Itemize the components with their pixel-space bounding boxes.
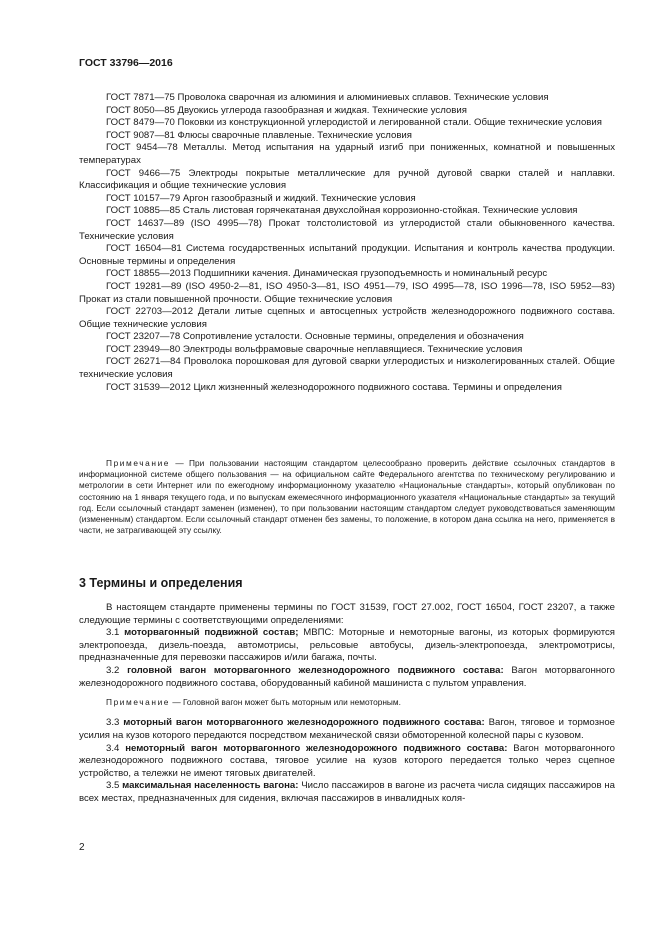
- reference-item: ГОСТ 8479—70 Поковки из конструкционной углеродистой и легированной стали. Общие технические условия: [106, 117, 602, 129]
- term-name: моторный вагон моторвагонного железнодорожного подвижного состава:: [123, 717, 485, 729]
- reference-item: ГОСТ 9466—75 Электроды покрытые металлические для ручной дуговой сварки сталей и наплавки. Классификация и общие технические условия: [79, 167, 615, 192]
- section-intro: В настоящем стандарте применены термины по ГОСТ 31539, ГОСТ 27.002, ГОСТ 16504, ГОСТ 23207, а также следующие термины с соответствующими определениями:: [79, 602, 615, 626]
- reference-item: ГОСТ 26271—84 Проволока порошковая для дуговой сварки углеродистых и низколегированных сталей. Общие технические условия: [79, 356, 615, 381]
- term-3-3: 3.3 моторный вагон моторвагонного железнодорожного подвижного состава: Вагон, тяговое и тормозное усилия на кузов которого передаются посредством механической связи обмоторенной колесной пары с кузовом.: [79, 717, 615, 741]
- page-number: 2: [79, 842, 85, 853]
- reference-item: ГОСТ 23949—80 Электроды вольфрамовые сварочные неплавящиеся. Технические условия: [106, 343, 523, 355]
- section-title: 3 Термины и определения: [79, 576, 243, 590]
- reference-item: ГОСТ 22703—2012 Детали литые сцепных и автосцепных устройств железнодорожного подвижного состава. Общие технические условия: [79, 306, 615, 330]
- reference-item: ГОСТ 18855—2013 Подшипники качения. Динамическая грузоподъемность и номинальный ресурс: [106, 268, 548, 280]
- reference-item: ГОСТ 9454—78 Металлы. Метод испытания на ударный изгиб при пониженных, комнатной и повышенных температурах: [79, 142, 615, 166]
- reference-item: ГОСТ 14637—89 (ISO 4995—78) Прокат толстолистовой из углеродистой стали обыкновенного качества. Технические условия: [79, 217, 615, 242]
- reference-item: ГОСТ 19281—89 (ISO 4950-2—81, ISO 4950-3—81, ISO 4951—79, ISO 4995—78, ISO 1996—78, ISO 5952—83) Прокат из стали повышенной прочности. Общие технические условия: [79, 280, 615, 305]
- note-text: — Головной вагон может быть моторным или немоторным.: [170, 697, 401, 708]
- term-definition: Число пассажиров в вагоне из расчета числа сидящих пассажиров на всех местах, предназначенных для сидения, включая пассажиров в инвалидных коля-: [79, 780, 615, 804]
- normative-references-list: [79, 92, 615, 394]
- document-header: ГОСТ 33796—2016: [79, 57, 173, 69]
- references-note: [79, 458, 615, 536]
- term-definition: Вагон, тяговое и тормозное усилия на кузов которого передаются посредством механической связи обмоторенной колесной пары с кузовом.: [79, 717, 615, 741]
- term-name: немоторный вагон моторвагонного железнодорожного подвижного состава:: [125, 742, 508, 754]
- term-3-1: 3.1 моторвагонный подвижной состав; МВПС: Моторные и немоторные вагоны, из которых формируются электропоезда, дизель-поезда, автомотрисы, рельсовые автобусы, дизель-электропоезда, электромотрисы, предназначенные для перевозки пассажиров и/или багажа, почты.: [79, 627, 615, 664]
- term-definition: МВПС: Моторные и немоторные вагоны, из которых формируются электропоезда, дизель-поезда, автомотрисы, рельсовые автобусы, дизель-электропоезда, электромотрисы, предназначенные для перевозки пассажиров и/или багажа, почты.: [79, 627, 615, 664]
- note-label: Примечание: [106, 458, 171, 468]
- term-3-2: 3.2 головной вагон моторвагонного железнодорожного подвижного состава: Вагон моторвагонного железнодорожного подвижного состава, оборудованный кабиной машиниста с пультом управления.: [79, 664, 615, 689]
- reference-item: ГОСТ 16504—81 Система государственных испытаний продукции. Испытания и контроль качества продукции. Основные термины и определения: [79, 243, 615, 267]
- reference-item: ГОСТ 9087—81 Флюсы сварочные плавленые. Технические условия: [106, 129, 412, 141]
- term-3-4: 3.4 немоторный вагон моторвагонного железнодорожного подвижного состава: Вагон моторвагонного железнодорожного подвижного состава, тяговое усилие на кузов которого передается только через сцепное устройство, а тележки не имеют тяговых двигателей.: [79, 742, 615, 779]
- term-name: моторвагонный подвижной состав;: [124, 627, 299, 639]
- term-name: максимальная населенность вагона:: [122, 780, 299, 792]
- note-text: — При пользовании настоящим стандартом целесообразно проверить действие ссылочных стандартов в информационной системе общего пользования — на официальном сайте Федерального агентства по техническому регулированию и метрологии в сети Интернет или по ежегодному информационному указателю «Национальные стандарты», который опубликован по состоянию на 1 января текущего года, и по выпускам ежемесячного информационного указателя «Национальные стандарты» за текущий год. Если ссылочный стандарт заменен (изменен), то при пользовании настоящим стандартом следует руководствоваться заменяющим (измененным) стандартом. Если ссылочный стандарт отменен без замены, то положение, в котором дана ссылка на него, применяется в части, не затрагивающей эту ссылку.: [79, 458, 615, 536]
- term-3-5: 3.5 максимальная населенность вагона: Число пассажиров в вагоне из расчета числа сидящих пассажиров на всех местах, предназначенных для сидения, включая пассажиров в инвалидных коля-: [79, 780, 615, 804]
- reference-item: ГОСТ 8050—85 Двуокись углерода газообразная и жидкая. Технические условия: [106, 104, 467, 116]
- term-note: [79, 697, 615, 708]
- terms-section: [79, 602, 615, 806]
- note-label: Примечание: [106, 697, 171, 708]
- term-definition: Вагон моторвагонного железнодорожного подвижного состава, оборудованный кабиной машиниста с пультом управления.: [79, 664, 615, 689]
- term-definition: Вагон моторвагонного железнодорожного подвижного состава, тяговое усилие на кузов которого передается только через сцепное устройство, а тележки не имеют тяговых двигателей.: [79, 742, 615, 779]
- reference-item: ГОСТ 23207—78 Сопротивление усталости. Основные термины, определения и обозначения: [106, 331, 524, 343]
- reference-item: ГОСТ 7871—75 Проволока сварочная из алюминия и алюминиевых сплавов. Технические условия: [106, 92, 549, 103]
- reference-item: ГОСТ 31539—2012 Цикл жизненный железнодорожного подвижного состава. Термины и определения: [106, 381, 562, 393]
- reference-item: ГОСТ 10157—79 Аргон газообразный и жидкий. Технические условия: [106, 192, 416, 204]
- reference-item: ГОСТ 10885—85 Сталь листовая горячекатаная двухслойная коррозионно-стойкая. Технические условия: [106, 205, 578, 217]
- term-name: головной вагон моторвагонного железнодорожного подвижного состава:: [127, 664, 504, 676]
